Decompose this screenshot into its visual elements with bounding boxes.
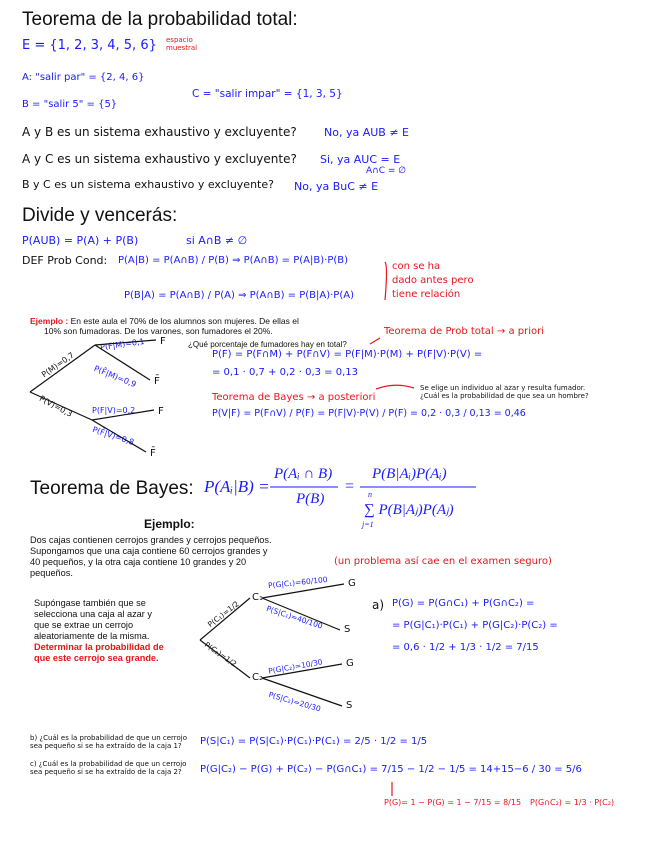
tree2-branch-c2s — [262, 678, 342, 706]
part-c-question-2: sea pequeño si se ha extraído de la caja 2? — [30, 768, 182, 776]
example2-text-2: Supongamos que una caja contiene 60 cerrojos grandes y — [30, 546, 268, 556]
answer-a-c: Si, ya AUC = E — [320, 153, 401, 166]
tree2-s-given-c2: P(S|C₂)=20/30 — [267, 690, 322, 714]
tree2-branches — [200, 584, 344, 706]
cond-prob-formula-2: P(B|A) = P(A∩B) / P(A) ⇒ P(A∩B) = P(B|A)·P(A) — [124, 290, 354, 301]
tree2-g-given-c2: P(G|C₂)=10/30 — [267, 657, 324, 676]
tree2-p-c1: P(C₁)=1/2 — [206, 599, 241, 630]
example2-text-1: Dos cajas contienen cerrojos grandes y cerrojos pequeños. — [30, 535, 272, 545]
tree2-p-c2: P(C₂)=1/2 — [202, 640, 239, 669]
cond-prob-formula-1: P(A|B) = P(A∩B) / P(B) ⇒ P(A∩B) = P(A|B)·P(B) — [118, 255, 349, 266]
heading-bayes: Teorema de Bayes: — [30, 478, 194, 499]
total-prob-calc-1: P(F) = P(F∩M) + P(F∩V) = P(F|M)·P(M) + P(F|V)·P(V) = — [212, 349, 483, 360]
part-b-answer: P(S|C₁) = P(S|C₁)·P(C₁)·P(C₁) = 2/5 · 1/2 = 1/5 — [200, 736, 428, 747]
bayes-question-2: ¿Cuál es la probabilidad de que sea un hombre? — [420, 392, 589, 400]
event-a-line: A: "salir par" = {2, 4, 6} — [22, 72, 145, 83]
red-arrow-2 — [376, 385, 414, 389]
tree1-branch-vnf — [92, 420, 146, 452]
tree2-branch-c1 — [200, 598, 250, 640]
bayes-question-1: Se elige un individuo al azar y resulta fumador. — [420, 384, 586, 392]
tree2-leaf-g1: G — [348, 578, 356, 589]
answer-b-c: No, ya BuC ≠ E — [294, 180, 379, 193]
tree1-p-m: P(M)=0,7 — [40, 350, 76, 380]
red-brace — [385, 262, 387, 300]
tree2-branch-c2 — [200, 640, 250, 678]
example2-text-3: 40 pequeños, y la otra caja contiene 10 grandes y 20 — [30, 557, 247, 567]
tree2-leaf-s1: S — [344, 624, 351, 635]
setup-line-2: selecciona una caja al azar y — [34, 609, 152, 619]
tree2-g-given-c1: P(G|C₁)=60/100 — [267, 574, 328, 591]
bayes-den2: ∑ P(B|Aⱼ)P(Aⱼ) — [364, 502, 454, 518]
footnote-intersection: P(G∩C₂) = 1/3 · P(C₂) — [530, 798, 615, 807]
event-c-line: C = "salir impar" = {1, 3, 5} — [192, 88, 343, 100]
tree2-branch-c1s — [262, 598, 340, 630]
red-arrow-1 — [370, 338, 380, 344]
tree1-leaf-notf2: F̄ — [150, 448, 156, 459]
question-a-b: A y B es un sistema exhaustivo y excluyente? — [22, 125, 297, 139]
union-rule-condition: si A∩B ≠ ∅ — [186, 234, 248, 247]
total-prob-calc-2: = 0,1 · 0,7 + 0,2 · 0,3 = 0,13 — [212, 367, 358, 378]
cond-prob-def-label: DEF Prob Cond: — [22, 254, 108, 267]
heading-divide-conquer: Divide y vencerás: — [22, 205, 178, 226]
tree1-notf-given-m: P(F̄|M)=0,9 — [92, 364, 138, 390]
tree2-s-given-c1: P(S|C₁)=40/100 — [265, 604, 324, 631]
tree1-branch-m — [30, 345, 95, 392]
example1-label: Ejemplo : — [30, 316, 69, 326]
note-espacio: espacio — [166, 36, 193, 44]
tree1-branches — [30, 340, 156, 452]
part-a-label: a) — [372, 598, 385, 612]
tree2-branch-c2g — [262, 664, 342, 678]
bayes-den1: P(B) — [296, 491, 325, 507]
brace-note-1: con se ha — [392, 261, 441, 272]
tree2-node-c2: C₂ — [252, 672, 263, 683]
part-a-line-2: = P(G|C₁)·P(C₁) + P(G|C₂)·P(C₂) = — [392, 620, 558, 631]
tree1-branch-vf — [92, 410, 154, 420]
example1-text-2: 10% son fumadoras. De los varones, son fumadores el 20%. — [44, 326, 273, 336]
bayes-calc: P(V|F) = P(F∩V) / P(F) = P(F|V)·P(V) / P(F) = 0,2 · 0,3 / 0,13 = 0,46 — [212, 408, 526, 419]
request-line-1: Determinar la probabilidad de — [34, 642, 164, 652]
bayes-aposteriori-label: Teorema de Bayes → a posteriori — [212, 392, 376, 403]
part-b-question-2: sea pequeño si se ha extraído de la caja 1? — [30, 742, 182, 750]
tree1-leaf-f1: F — [160, 336, 166, 347]
tree1-notf-given-v: P(F̄|V)=0,8 — [91, 425, 136, 447]
tree2-node-c1: C₁ — [252, 592, 263, 603]
tree1-f-given-m: P(F|M)=0,1 — [99, 336, 146, 353]
tree1-p-v: P(V)=0,3 — [37, 394, 74, 419]
setup-line-4: aleatoriamente de la misma. — [34, 631, 150, 641]
tree1-branch-v — [30, 392, 92, 420]
tree2-leaf-g2: G — [346, 658, 354, 669]
tree1-f-given-v: P(F|V)=0,2 — [92, 406, 136, 415]
example2-label: Ejemplo: — [144, 517, 195, 531]
brace-note-3: tiene relación — [392, 289, 461, 300]
part-c-question-1: c) ¿Cuál es la probabilidad de que un cerrojo — [30, 760, 187, 768]
example1-question: ¿Qué porcentaje de fumadores hay en total? — [188, 340, 347, 349]
setup-line-1: Supóngase también que se — [34, 598, 146, 608]
tree2-leaf-s2: S — [346, 700, 353, 711]
event-b-line: B = "salir 5" = {5} — [22, 99, 118, 110]
tree1-branch-mf — [95, 340, 156, 345]
footnote-complement: P(G)= 1 − P(G) = 1 − 7/15 = 8/15 — [384, 798, 522, 807]
bayes-num2: P(B|Aᵢ)P(Aᵢ) — [372, 466, 447, 482]
answer-a-b: No, ya AUB ≠ E — [324, 126, 409, 139]
question-b-c: B y C es un sistema exhaustivo y excluyente? — [22, 178, 274, 191]
heading-total-probability: Teorema de la probabilidad total: — [22, 9, 298, 30]
tree1-leaf-f2: F — [158, 406, 164, 417]
union-rule: P(AUB) = P(A) + P(B) — [22, 234, 139, 247]
bayes-eq: = — [345, 478, 355, 495]
bayes-sum-top: n — [368, 490, 372, 499]
note-muestral: muestral — [166, 44, 198, 52]
part-a-line-1: P(G) = P(G∩C₁) + P(G∩C₂) = — [392, 598, 535, 609]
tree2-branch-c1g — [262, 584, 344, 598]
tree1-leaf-notf1: F̄ — [154, 376, 160, 387]
part-a-line-3: = 0,6 · 1/2 + 1/3 · 1/2 = 7/15 — [392, 642, 539, 653]
sample-space-line: E = {1, 2, 3, 4, 5, 6} — [22, 38, 157, 53]
setup-line-3: que se extrae un cerrojo — [34, 620, 134, 630]
question-a-c: A y C es un sistema exhaustivo y excluyente? — [22, 152, 297, 166]
exam-note: (un problema así cae en el examen seguro) — [334, 556, 552, 567]
bayes-lhs: P(Aᵢ|B) = — [204, 477, 270, 496]
part-b-question-1: b) ¿Cuál es la probabilidad de que un cerrojo — [30, 734, 188, 742]
answer-a-c-2: A∩C = ∅ — [366, 166, 407, 176]
request-line-2: que este cerrojo sea grande. — [34, 653, 159, 663]
bayes-num1: P(Aᵢ ∩ B) — [274, 466, 333, 482]
brace-note-2: dado antes pero — [392, 275, 474, 286]
bayes-sum-bottom: j=1 — [362, 520, 374, 529]
tree1-branch-mnf — [95, 345, 150, 380]
example1-text-1: En este aula el 70% de los alumnos son mujeres. De ellas el — [70, 316, 299, 326]
total-prob-apriori-label: Teorema de Prob total → a priori — [384, 326, 544, 337]
example2-text-4: pequeños. — [30, 568, 73, 578]
part-c-answer: P(G|C₂) − P(G) + P(C₂) − P(G∩C₁) = 7/15 − 1/2 − 1/5 = 14+15−6 / 30 = 5/6 — [200, 764, 582, 775]
